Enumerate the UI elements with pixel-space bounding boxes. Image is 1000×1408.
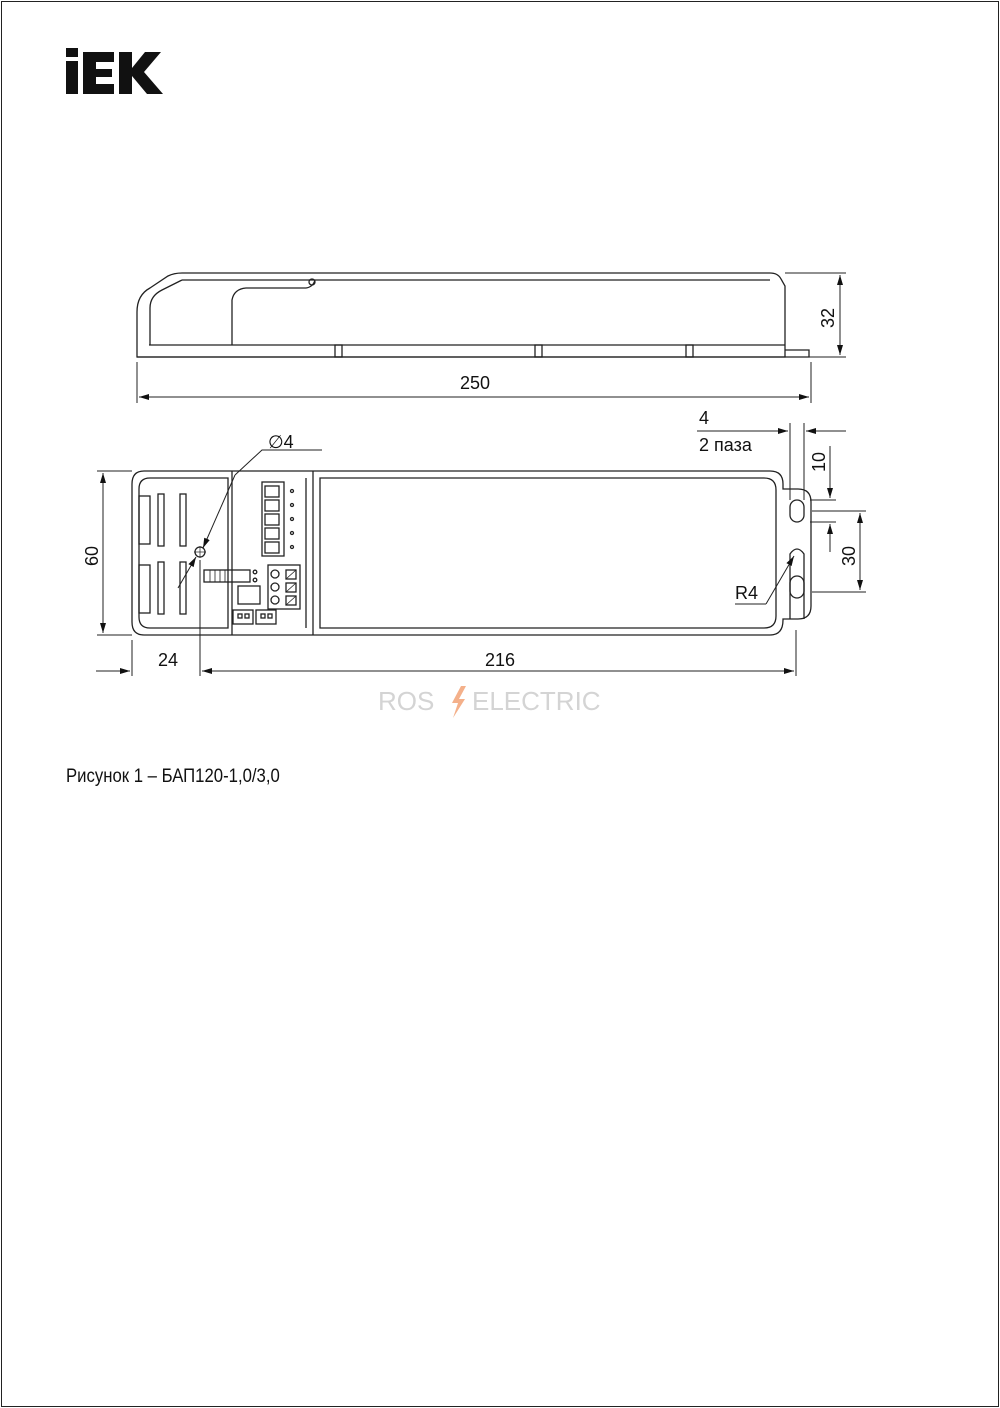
watermark-ros: ROS xyxy=(378,686,435,716)
dim-diameter-4: ∅4 xyxy=(268,432,294,452)
dim-4: 4 xyxy=(699,408,710,428)
top-dimensions xyxy=(96,423,866,676)
dim-216: 216 xyxy=(484,650,516,670)
dim-32: 32 xyxy=(818,307,838,329)
dim-10: 10 xyxy=(809,451,829,473)
side-dimensions xyxy=(137,273,846,403)
dim-60: 60 xyxy=(82,545,102,567)
dim-r4: R4 xyxy=(735,583,759,603)
watermark-electric: ELECTRIC xyxy=(472,686,601,716)
dim-250: 250 xyxy=(459,373,491,393)
dim-30: 30 xyxy=(839,545,859,567)
side-view xyxy=(137,273,809,357)
top-view xyxy=(132,471,811,635)
dim-2-slots: 2 паза xyxy=(699,435,752,455)
watermark-bolt-icon xyxy=(452,686,466,718)
figure-caption: Рисунок 1 – БАП120-1,0/3,0 xyxy=(66,766,280,787)
dim-24: 24 xyxy=(157,650,179,670)
